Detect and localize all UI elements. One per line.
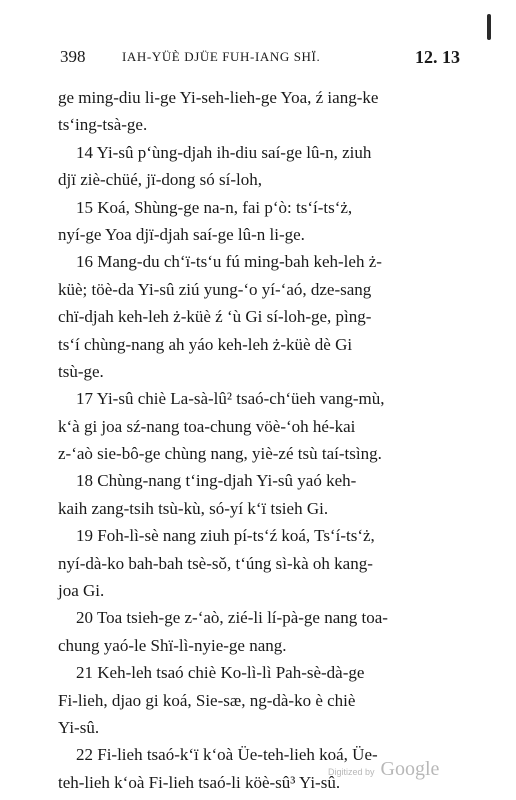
chapter-verse-reference: 12. 13: [415, 47, 460, 67]
text-line: nyí-ge Yoa djï-djah saí-ge lû-n li-ge.: [58, 224, 305, 244]
text-line: 20 Toa tsieh-ge z-‘aò, zié-li lí-pà-ge nang toa-: [76, 608, 388, 628]
text-line: chung yaó-le Shï-lì-nyie-ge nang.: [58, 635, 287, 655]
running-title: IAH-YÜÈ DJÜE FUH-IANG SHÏ.: [122, 49, 321, 64]
text-line: z-‘aò sie-bô-ge chùng nang, yiè-zé tsù taí-tsìng.: [58, 444, 382, 464]
text-line: k‘à gi joa sź-nang toa-chung vöè-‘oh hé-kai: [58, 416, 356, 436]
text-line: 19 Foh-lì-sè nang ziuh pí-ts‘ź koá, Ts‘í-ts‘ż,: [76, 526, 375, 546]
text-line: ts‘í chùng-nang ah yáo keh-leh ż-küè dè Gi: [58, 334, 353, 354]
page-number: 398: [60, 47, 86, 66]
text-line: chï-djah keh-leh ż-küè ź ‘ù Gi sí-loh-ge, pìng-: [58, 307, 372, 327]
text-line: 16 Mang-du ch‘ï-ts‘u fú ming-bah keh-leh ż-: [76, 252, 382, 272]
text-line: 18 Chùng-nang t‘ing-djah Yi-sû yaó keh-: [76, 471, 357, 491]
text-line: 17 Yi-sû chiè La-sà-lû² tsaó-ch‘üeh vang-mù,: [76, 389, 385, 409]
text-line: ts‘ing-tsà-ge.: [58, 115, 148, 135]
text-line: küè; töè-da Yi-sû ziú yung-‘o yí-‘aó, dze-sang: [58, 279, 372, 299]
text-line: 15 Koá, Shùng-ge na-n, fai p‘ò: ts‘í-ts‘ż,: [76, 197, 353, 217]
page-body-text: [58, 84, 468, 796]
text-line: ge ming-diu li-ge Yi-seh-lieh-ge Yoa, ź iang-ke: [58, 88, 379, 107]
digitized-by-google-watermark: [328, 758, 439, 781]
text-line: djï ziè-chüé, jï-dong só sí-loh,: [58, 170, 262, 190]
text-line: 22 Fi-lieh tsaó-k‘ï k‘oà Üe-teh-lieh koá, Üe-: [76, 745, 378, 765]
page-edge-mark: [487, 14, 491, 40]
text-line: tsù-ge.: [58, 361, 104, 381]
text-line: 14 Yi-sû p‘ùng-djah ih-diu saí-ge lû-n, ziuh: [76, 142, 372, 162]
page-header: [60, 46, 460, 68]
text-line: joa Gi.: [58, 581, 105, 601]
text-line: teh-lieh k‘oà Fi-lieh tsaó-li köè-sû³ Yi-sû.: [58, 772, 341, 792]
text-line: Yi-sû.: [58, 717, 100, 737]
google-logo: Google: [380, 758, 440, 780]
text-line: 21 Keh-leh tsaó chiè Ko-lì-lì Pah-sè-dà-ge: [76, 663, 365, 683]
text-line: kaih zang-tsih tsù-kù, só-yí k‘ï tsieh Gi.: [58, 498, 329, 518]
text-line: Fi-lieh, djao gi koá, Sie-sæ, ng-dà-ko è chiè: [58, 690, 356, 710]
text-line: nyí-dà-ko bah-bah tsè-sǒ, t‘úng sì-kà oh kang-: [58, 553, 373, 573]
digitized-label: Digitized by: [328, 767, 375, 777]
